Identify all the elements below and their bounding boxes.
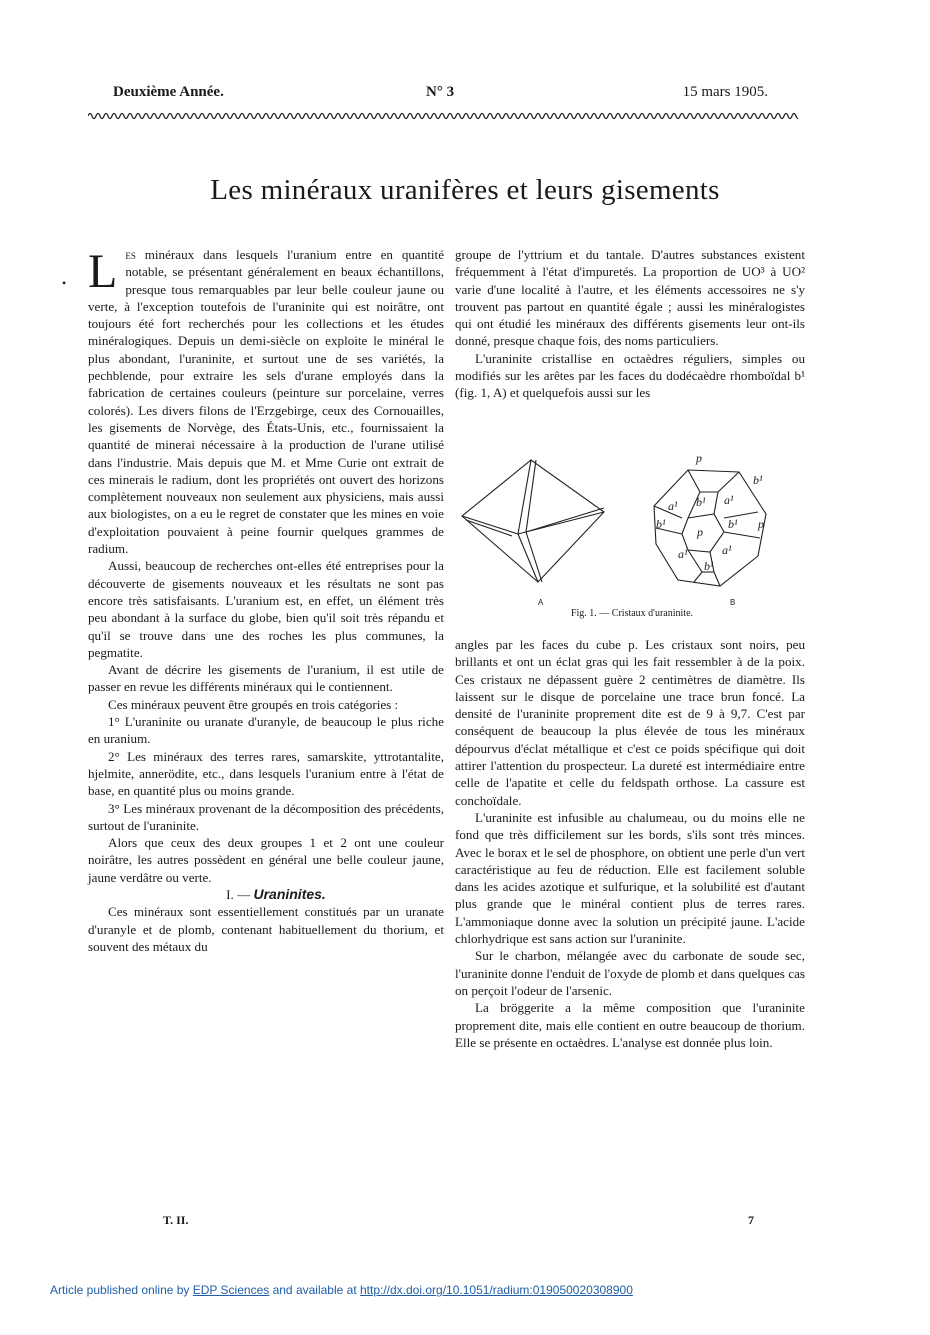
face-label: a¹ (722, 543, 732, 557)
paragraph: Sur le charbon, mélangée avec du carbonate de soude sec, l'uraninite donne l'enduit de l'oxyde de plomb et dans quelques cas on perçoit l'odeur de l'arsenic. (455, 948, 805, 998)
crystal-diagrams (456, 448, 808, 598)
face-label: b¹ (728, 517, 738, 531)
doi-link[interactable]: http://dx.doi.org/10.1051/radium:019050020308900 (359, 1283, 633, 1297)
paragraph: La bröggerite a la même composition que l'uraninite proprement dite, mais elle contient en outre beaucoup de thorium. Elle se présente en octaèdres. L'analyse est donnée plus loin. (455, 1000, 805, 1050)
paragraph-text: minéraux dans lesquels l'uranium entre en quantité notable, se présentant généralement en beaux échantillons, presque tous remarquables par leur belle couleur jaune ou verte, à l'exception toutefois de l'uraninite qui est noirâtre, ont toujours été fort recherchés pour les collections et les études minéralogiques. Depuis un demi-siècle on exploite le minéral le plus abondant, l'uraninite, et surtout une de ses variétés, la pechblende, pour extraire les sels d'urane employés dans la fabrication de certaines couleurs (peinture sur porcelaine, verres colorés). Les divers filons de l'Erzgebirge, ceux des Cornouailles, les gisements de Norvège, des États-Unis, etc., fournissaient la quantité de minerai nécessaire à la production de l'urane utilisé dans l'industrie. Mais depuis que M. et Mme Curie ont extrait de ces minerais le radium, dont les propriétés ont ouvert des horizons complètement nouveaux non seulement aux physiciens, mais aussi aux biologistes, on a eu le regret de constater que les mines en voie d'exploitation pouvaient à peine fournir quelques grammes de radium. (88, 247, 444, 557)
running-header (113, 84, 768, 108)
header-date: 15 mars 1905. (682, 84, 768, 100)
left-column (88, 246, 444, 955)
face-label: b¹ (656, 517, 666, 531)
figure-label-b: B (730, 598, 736, 607)
crystal-a-octahedron (462, 460, 604, 582)
header-volume: Deuxième Année. (113, 84, 224, 100)
article-title: Les minéraux uranifères et leurs gisements (210, 174, 720, 206)
face-label: b¹ (753, 473, 763, 487)
paragraph: L'uraninite cristallise en octaèdres réguliers, simples ou modifiés sur les arêtes par les faces du dodécaèdre rhomboïdal b¹ (fig. 1, A) et quelquefois aussi sur les (455, 350, 805, 401)
publisher-link[interactable]: EDP Sciences (192, 1283, 270, 1297)
face-label: a¹ (668, 499, 678, 513)
section-title: Uraninites. (253, 885, 326, 902)
face-label: a¹ (724, 493, 734, 507)
notice-prefix: Article published online by (50, 1283, 193, 1297)
publication-notice (50, 1283, 633, 1297)
face-label: p (758, 517, 764, 531)
paragraph (88, 246, 444, 557)
paragraph: Avant de décrire les gisements de l'uranium, il est utile de passer en revue les différents minéraux qui le contiennent. (88, 662, 444, 695)
figure-label-a: A (538, 598, 544, 607)
paragraph: L'uraninite est infusible au chalumeau, ou du moins elle ne fond que très difficilement sur les bords, s'ils sont très minces. Avec le borax et le sel de phosphore, on obtient une perle d'un vert caractéristique au feu de réduction. Elle est facilement soluble dans les acides azotique et sulfurique, et la solubilité est d'autant plus grande que le minéral contient plus de terres rares. L'ammoniaque donne avec la solution un précipité jaune. L'acide chlorhydrique est sans action sur l'uraninite. (455, 809, 805, 947)
drop-cap-letter: L (88, 245, 118, 298)
face-label: p (696, 451, 702, 465)
paragraph: Aussi, beaucoup de recherches ont-elles été entreprises pour la découverte de gisements nouveaux et les résultats ne sont pas encore très satisfaisants. L'uranium est, en effet, un élément très peu abondant à la surface du globe, bien qu'il soit très répandu et qu'il se trouve dans une des roches les plus communes, la pegmatite. (88, 558, 444, 660)
wavy-rule-divider (88, 110, 798, 122)
face-label: p (697, 525, 703, 539)
first-word-rest: es (125, 247, 136, 262)
face-label: b¹ (704, 559, 714, 573)
list-item: 1° L'uraninite ou uranate d'uranyle, de beaucoup le plus riche en uranium. (88, 714, 444, 747)
paragraph: Ces minéraux sont essentiellement constitués par un uranate d'uranyle et de plomb, contenant habituellement du thorium, et souvent des métaux du (88, 904, 444, 954)
right-column-top (455, 246, 805, 402)
figure-caption: Fig. 1. — Cristaux d'uraninite. (570, 608, 694, 619)
page-number: 7 (748, 1213, 754, 1227)
list-item: 3° Les minéraux provenant de la décomposition des précédents, surtout de l'uraninite. (88, 800, 444, 833)
face-label: b¹ (696, 495, 706, 509)
figure-crystals (456, 448, 808, 628)
notice-middle: and available at (269, 1283, 360, 1297)
section-number: I. — (226, 886, 251, 902)
section-heading (88, 886, 444, 903)
right-column-bottom (455, 636, 805, 1051)
header-issue-number: N° 3 (426, 84, 455, 100)
paragraph: Alors que ceux des deux groupes 1 et 2 ont une couleur noirâtre, les autres possèdent en général une belle couleur jaune, jaune verdâtre ou verte. (88, 835, 444, 885)
paragraph: angles par les faces du cube p. Les cristaux sont noirs, peu brillants et ont un éclat gras qui les fait ressembler à de la poix. Ces cristaux ne dépassent guère 2 centimètres de diamètre. Ils laissent sur le disque de porcelaine une trace brun foncé. La densité de l'uraninite proprement dite est de 9 à 9,7. C'est par conséquent de beaucoup la plus élevée de tous les minéraux dépourvus d'éclat métallique et c'est ce poids spécifique qui doit attirer l'attention du prospecteur. La dureté est intermédiaire entre celle de l'apatite et celle du feldspath orthose. La cassure est conchoïdale. (455, 637, 805, 808)
footer-volume: T. II. (163, 1213, 189, 1227)
paragraph: groupe de l'yttrium et du tantale. D'autres substances existent fréquemment à l'état d'impuretés. La proportion de UO³ à UO² varie d'une localité à l'autre, et les éléments accessoires ne s'y trouvent pas partout en quantité égale ; aussi les minéralogistes qui ont étudié les minéraux des différents gisements leur ont-ils donné, presque chaque fois, des noms particuliers. (455, 247, 805, 349)
paragraph: Ces minéraux peuvent être groupés en trois catégories : (108, 696, 399, 712)
face-label: a¹ (678, 547, 688, 561)
list-item: 2° Les minéraux des terres rares, samarskite, yttrotantalite, hjelmite, annerödite, etc., dans lesquels l'uranium entre à l'état de base, en quantité plus ou moins grande. (88, 748, 444, 799)
